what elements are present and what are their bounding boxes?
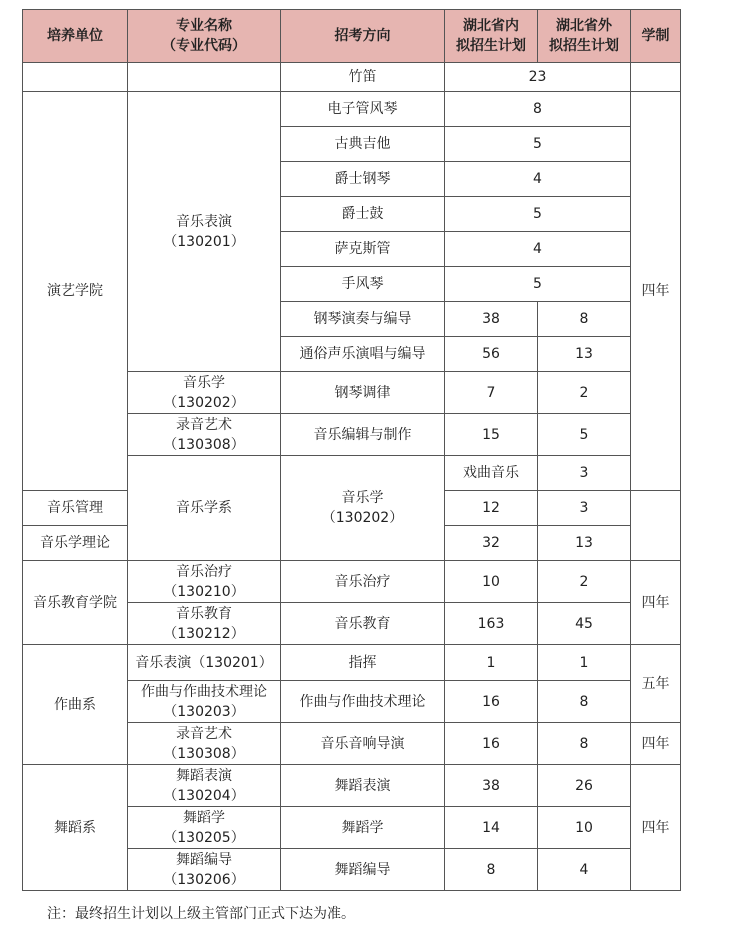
direction-cell: 萨克斯管: [281, 232, 445, 267]
major-name: 音乐治疗: [176, 563, 232, 580]
major-name: 音乐学: [183, 374, 225, 391]
table-row: [23, 645, 681, 681]
direction-cell: 通俗声乐演唱与编导: [281, 337, 445, 372]
in-province-cell: 8: [445, 849, 538, 891]
major-cell: [128, 92, 281, 372]
major-code: （130212）: [163, 625, 245, 642]
header-in-province: [445, 10, 538, 63]
out-province-cell: 26: [538, 765, 631, 807]
table-row: [23, 561, 681, 603]
in-province-cell: 10: [445, 561, 538, 603]
table-header-row: [23, 10, 681, 63]
out-province-cell: 3: [538, 491, 631, 526]
direction-cell: 音乐教育: [281, 603, 445, 645]
major-code: （130205）: [163, 829, 245, 846]
direction-cell: 竹笛: [281, 63, 445, 92]
direction-cell: 指挥: [281, 645, 445, 681]
combined-plan-cell: 4: [445, 232, 631, 267]
direction-cell: 爵士鼓: [281, 197, 445, 232]
major-cell: [128, 414, 281, 456]
header-duration: 学制: [631, 10, 681, 63]
in-province-cell: 32: [445, 526, 538, 561]
major-cell: [128, 603, 281, 645]
header-out-line1: 湖北省外: [556, 18, 612, 34]
major-code: （130203）: [163, 703, 245, 720]
header-major-line2: （专业代码）: [162, 38, 246, 54]
table-row: [23, 63, 681, 92]
header-major: [128, 10, 281, 63]
in-province-cell: 56: [445, 337, 538, 372]
header-in-line1: 湖北省内: [463, 18, 519, 34]
out-province-cell: 8: [538, 302, 631, 337]
header-direction: 招考方向: [281, 10, 445, 63]
unit-cell: 音乐教育学院: [23, 561, 128, 645]
direction-cell: 音乐治疗: [281, 561, 445, 603]
out-province-cell: 4: [538, 849, 631, 891]
major-cell: [281, 456, 445, 561]
major-code: （130202）: [163, 394, 245, 411]
table-row: [23, 765, 681, 807]
header-out-province: [538, 10, 631, 63]
direction-cell: 舞蹈学: [281, 807, 445, 849]
out-province-cell: 10: [538, 807, 631, 849]
combined-plan-cell: 23: [445, 63, 631, 92]
in-province-cell: 3: [538, 456, 631, 491]
out-province-cell: 8: [538, 723, 631, 765]
major-name: 音乐表演: [176, 213, 232, 230]
unit-cell: 舞蹈系: [23, 765, 128, 891]
duration-cell: 四年: [631, 765, 681, 891]
enrollment-plan-table: [22, 9, 681, 891]
in-province-cell: 163: [445, 603, 538, 645]
direction-cell: 手风琴: [281, 267, 445, 302]
in-province-cell: 7: [445, 372, 538, 414]
in-province-cell: 1: [445, 645, 538, 681]
duration-cell: 四年: [631, 92, 681, 491]
direction-cell: 音乐管理: [23, 491, 128, 526]
unit-cell: 演艺学院: [23, 92, 128, 491]
major-code: （130204）: [163, 787, 245, 804]
major-cell: [128, 561, 281, 603]
table-row: [23, 92, 681, 127]
header-in-line2: 拟招生计划: [456, 38, 526, 54]
header-out-line2: 拟招生计划: [549, 38, 619, 54]
major-cell: 音乐表演（130201）: [128, 645, 281, 681]
combined-plan-cell: 8: [445, 92, 631, 127]
major-cell: [128, 849, 281, 891]
out-province-cell: 2: [538, 561, 631, 603]
combined-plan-cell: 5: [445, 267, 631, 302]
header-unit: 培养单位: [23, 10, 128, 63]
direction-cell: 音乐学理论: [23, 526, 128, 561]
direction-cell: 钢琴调律: [281, 372, 445, 414]
direction-cell: 作曲与作曲技术理论: [281, 681, 445, 723]
footnote: 注：最终招生计划以上级主管部门正式下达为准。: [47, 906, 355, 922]
major-cell: [128, 807, 281, 849]
unit-cell-empty: [23, 63, 128, 92]
major-cell: [128, 681, 281, 723]
major-name: 录音艺术: [176, 725, 232, 742]
direction-cell: 音乐音响导演: [281, 723, 445, 765]
duration-cell-empty: [631, 63, 681, 92]
major-name: 舞蹈学: [183, 809, 225, 826]
major-code: （130201）: [163, 233, 245, 250]
major-name: 舞蹈编导: [176, 851, 232, 868]
out-province-cell: 13: [538, 337, 631, 372]
major-cell: [128, 723, 281, 765]
direction-cell: 电子管风琴: [281, 92, 445, 127]
direction-cell: 钢琴演奏与编导: [281, 302, 445, 337]
unit-cell: 音乐学系: [128, 456, 281, 561]
direction-cell: 音乐编辑与制作: [281, 414, 445, 456]
duration-cell: 四年: [631, 561, 681, 645]
direction-cell: 戏曲音乐: [445, 456, 538, 491]
major-name: 录音艺术: [176, 416, 232, 433]
direction-cell: 舞蹈表演: [281, 765, 445, 807]
out-province-cell: 45: [538, 603, 631, 645]
duration-cell: 四年: [631, 723, 681, 765]
direction-cell: 古典吉他: [281, 127, 445, 162]
combined-plan-cell: 5: [445, 127, 631, 162]
in-province-cell: 14: [445, 807, 538, 849]
major-code: （130308）: [163, 436, 245, 453]
major-code: （130308）: [163, 745, 245, 762]
combined-plan-cell: 4: [445, 162, 631, 197]
major-name: 音乐学: [341, 490, 384, 506]
major-code: （130202）: [321, 510, 404, 526]
out-province-cell: 2: [538, 372, 631, 414]
out-province-cell: 1: [538, 645, 631, 681]
major-cell: [128, 765, 281, 807]
out-province-cell: 5: [538, 414, 631, 456]
direction-cell: 爵士钢琴: [281, 162, 445, 197]
major-name: 作曲与作曲技术理论: [141, 683, 267, 700]
in-province-cell: 16: [445, 723, 538, 765]
major-name: 舞蹈表演: [176, 767, 232, 784]
header-major-line1: 专业名称: [176, 18, 232, 34]
in-province-cell: 15: [445, 414, 538, 456]
major-cell-empty: [128, 63, 281, 92]
major-code: （130206）: [163, 871, 245, 888]
major-name: 音乐教育: [176, 605, 232, 622]
major-cell: [128, 372, 281, 414]
combined-plan-cell: 5: [445, 197, 631, 232]
unit-cell: 作曲系: [23, 645, 128, 765]
duration-cell: 五年: [631, 645, 681, 723]
in-province-cell: 16: [445, 681, 538, 723]
out-province-cell: 13: [538, 526, 631, 561]
major-code: （130210）: [163, 583, 245, 600]
in-province-cell: 38: [445, 765, 538, 807]
in-province-cell: 12: [445, 491, 538, 526]
in-province-cell: 38: [445, 302, 538, 337]
out-province-cell: 8: [538, 681, 631, 723]
direction-cell: 舞蹈编导: [281, 849, 445, 891]
